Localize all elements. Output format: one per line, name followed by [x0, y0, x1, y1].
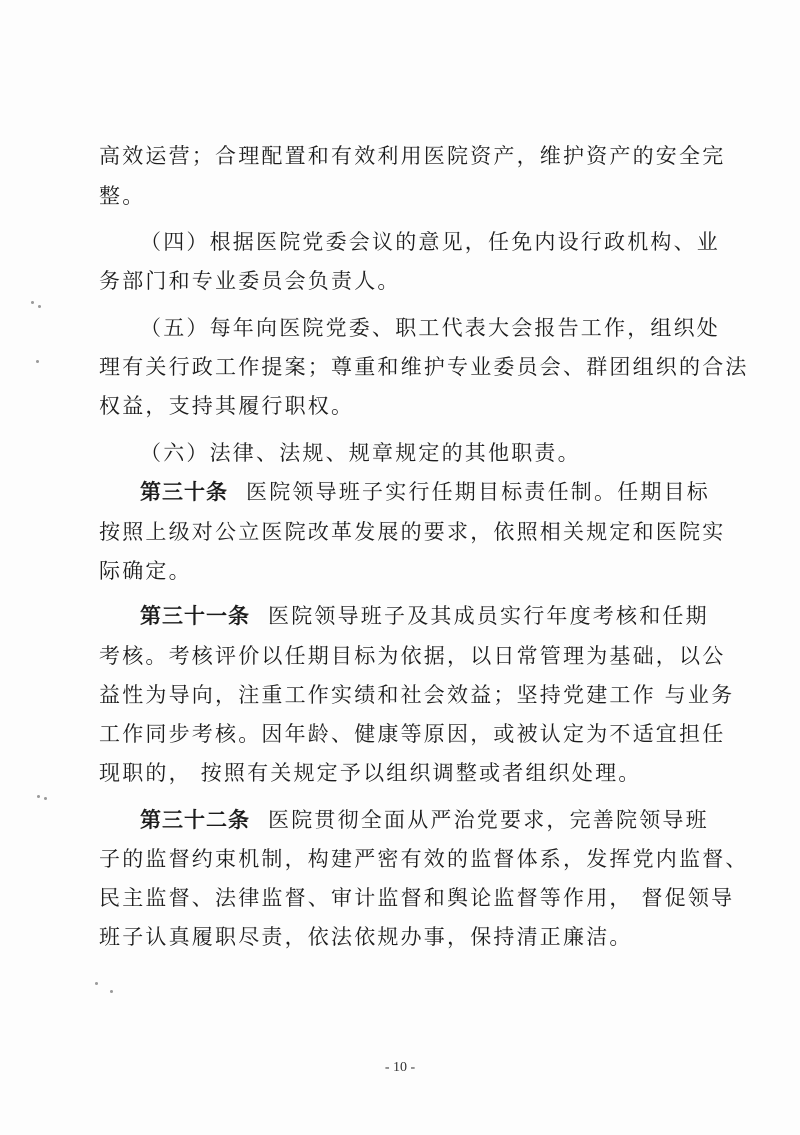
- paragraph-line: （六）法律、法规、规章规定的其他职责。: [140, 441, 581, 465]
- paragraph-line: 整。: [99, 184, 146, 208]
- article-31-title: 第三十一条: [140, 604, 250, 628]
- paragraph-line: 子的监督约束机制，构建严密有效的监督体系，发挥党内监督、: [99, 847, 749, 871]
- paragraph-line: 权益，支持其履行职权。: [99, 394, 355, 418]
- article-32-title: 第三十二条: [140, 808, 250, 832]
- article-31-first-line: [140, 602, 720, 630]
- paragraph-line: （五）每年向医院党委、职工代表大会报告工作，组织处: [140, 316, 720, 340]
- paragraph-line: 按照上级对公立医院改革发展的要求，依照相关规定和医院实: [99, 520, 726, 544]
- article-32-text: 医院贯彻全面从严治党要求，完善院领导班: [268, 808, 709, 832]
- paragraph-line: 工作同步考核。因年龄、健康等原因，或被认定为不适宜担任: [99, 722, 726, 746]
- scan-speck: [110, 990, 113, 993]
- scan-speck: [95, 982, 98, 985]
- paragraph-line: 理有关行政工作提案；尊重和维护专业委员会、群团组织的合法: [99, 355, 749, 379]
- scan-speck: [31, 301, 34, 304]
- article-32-first-line: [140, 806, 720, 834]
- paragraph-line: 班子认真履职尽责，依法依规办事，保持清正廉洁。: [99, 925, 633, 949]
- scan-speck: [36, 360, 39, 363]
- scan-speck: [44, 797, 47, 800]
- article-31-text: 医院领导班子及其成员实行年度考核和任期: [268, 604, 709, 628]
- paragraph-line: 考核。考核评价以任期目标为依据，以日常管理为基础，以公: [99, 644, 726, 668]
- paragraph-line: （四）根据医院党委会议的意见，任免内设行政机构、业: [140, 230, 720, 254]
- article-30-first-line: [140, 478, 720, 506]
- article-30-title: 第三十条: [140, 480, 228, 504]
- paragraph-line: 现职的， 按照有关规定予以组织调整或者组织处理。: [99, 761, 642, 785]
- paragraph-line: 高效运营；合理配置和有效利用医院资产，维护资产的安全完: [99, 144, 726, 168]
- paragraph-line: 务部门和专业委员会负责人。: [99, 269, 401, 293]
- paragraph-line: 民主监督、法律监督、审计监督和舆论监督等作用， 督促领导: [99, 886, 735, 910]
- scan-speck: [37, 795, 40, 798]
- article-30-text: 医院领导班子实行任期目标责任制。任期目标: [246, 480, 710, 504]
- scan-speck: [38, 305, 41, 308]
- paragraph-line: 益性为导向，注重工作实绩和社会效益；坚持党建工作 与业务: [99, 683, 735, 707]
- page-number: - 10 -: [384, 1060, 416, 1075]
- paragraph-line: 际确定。: [99, 559, 192, 583]
